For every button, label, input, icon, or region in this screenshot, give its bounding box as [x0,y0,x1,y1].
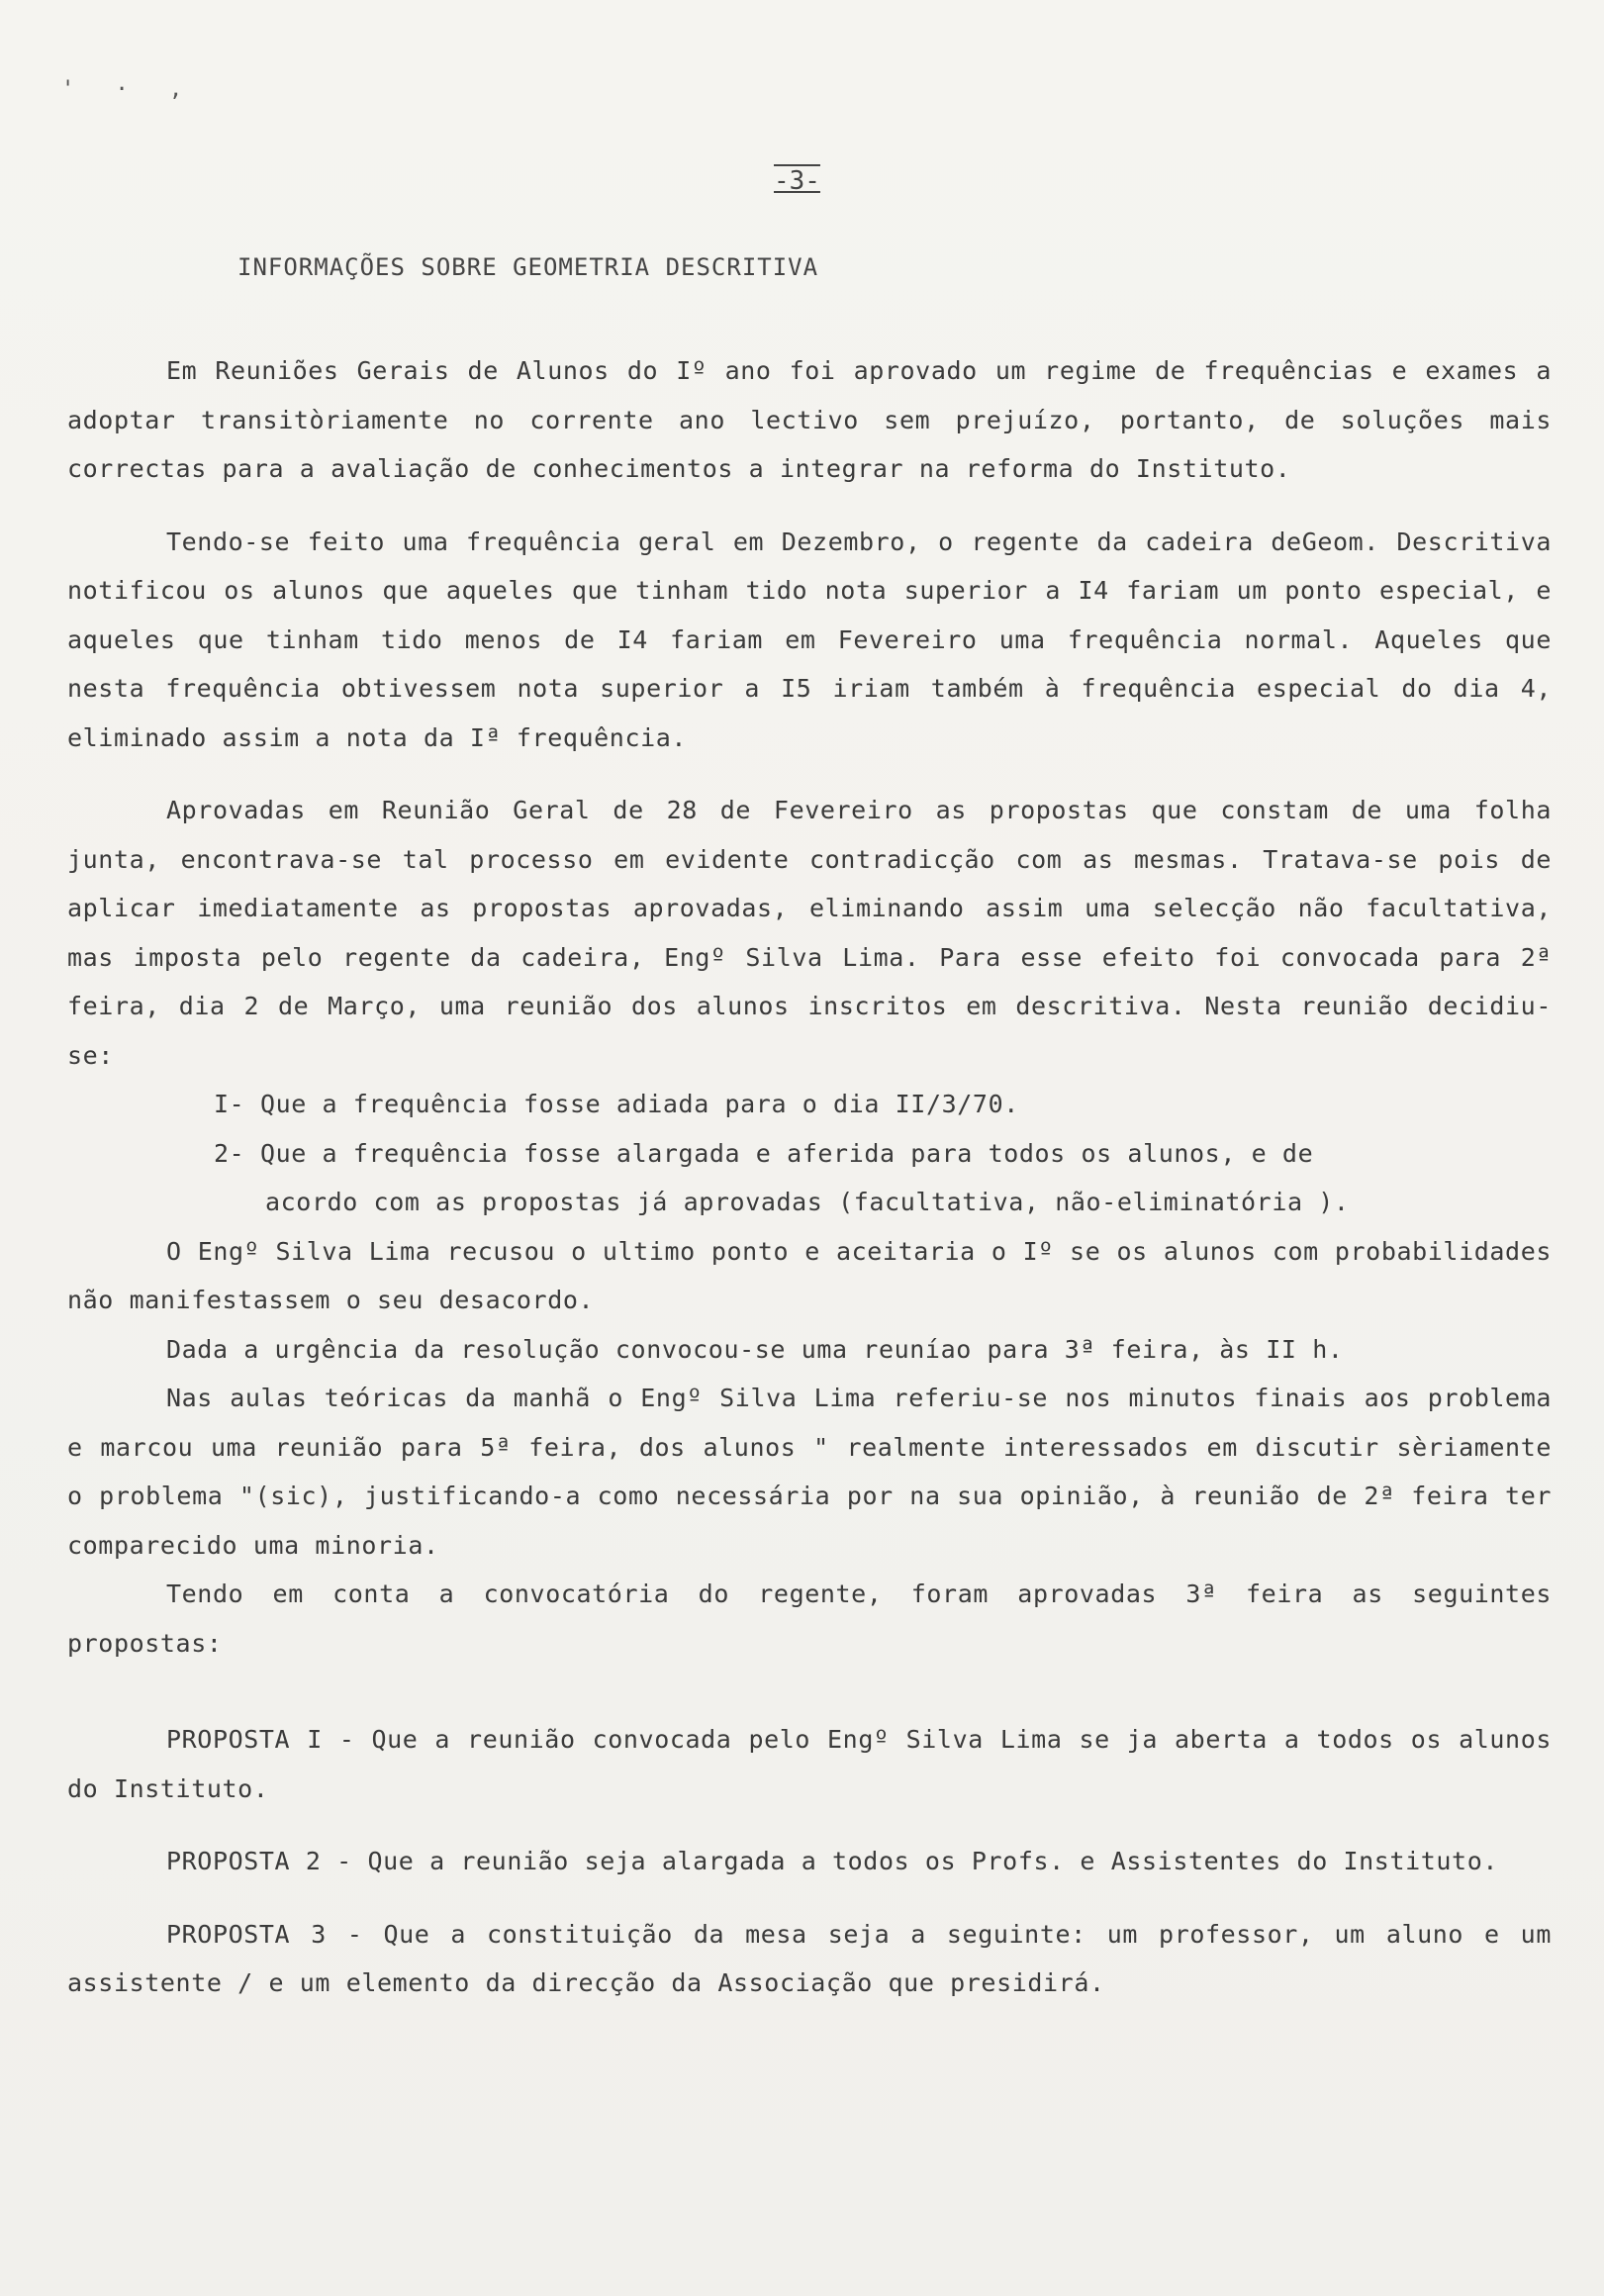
proposal-2: PROPOSTA 2 - Que a reunião seja alargada a todos os Profs. e Assistentes do Instituto. [166,1847,1499,1875]
paragraph-4: O Engº Silva Lima recusou o ultimo ponto e aceitaria o Iº se os alunos com probabilidades não manifestassem o seu desacordo. [67,1236,1552,1314]
document-heading: INFORMAÇÕES SOBRE GEOMETRIA DESCRITIVA [237,253,819,281]
list-item-1: I- Que a frequência fosse adiada para o dia II/3/70. [214,1090,1019,1118]
proposal-3: PROPOSTA 3 - Que a constituição da mesa seja a seguinte: um professor, um aluno e um assistente / e um elemento da direcção da Associação que presidirá. [67,1919,1552,1997]
paragraph-2: Tendo-se feito uma frequência geral em Dezembro, o regente da cadeira deGeom. Descritiva notificou os alunos que aqueles que tinham tido nota superior a I4 fariam um ponto especial, e aqueles que tinham tido menos de I4 fariam em Fevereiro uma frequência normal. Aqueles que nesta frequência obtivessem nota superior a I5 iriam também à frequência especial do dia 4, eliminado assim a nota da Iª frequência. [67,526,1552,752]
paragraph-1: Em Reuniões Gerais de Alunos do Iº ano foi aprovado um regime de frequências e exames a adoptar transitòriamente no corrente ano lectivo sem prejuízo, portanto, de soluções mais correctas para a avaliação de conhecimentos a integrar na reforma do Instituto. [67,356,1552,483]
paragraph-5: Dada a urgência da resolução convocou-se uma reuníao para 3ª feira, às II h. [166,1334,1344,1364]
paragraph-6: Nas aulas teóricas da manhã o Engº Silva Lima referiu-se nos minutos finais aos problema e marcou uma reunião para 5ª feira, dos alunos " realmente interessados em discutir sèriamente o problema "(sic), justificando-a como necessária por na sua opinião, à reunião de 2ª feira ter comparecido uma minoria. [67,1384,1552,1560]
list-item-2-continued: acordo com as propostas já aprovadas (facultativa, não-eliminatória ). [265,1188,1350,1216]
corner-marks: ' · , [61,77,197,102]
page-number: -3- [774,166,820,196]
proposal-1: PROPOSTA I - Que a reunião convocada pelo Engº Silva Lima se ja aberta a todos os alunos do Instituto. [67,1725,1552,1803]
paragraph-3: Aprovadas em Reunião Geral de 28 de Fevereiro as propostas que constam de uma folha junta, encontrava-se tal processo em evidente contradicção com as mesmas. Tratava-se pois de aplicar imediatamente as propostas aprovadas, eliminando assim uma selecção não facultativa, mas imposta pelo regente da cadeira, Engº Silva Lima. Para esse efeito foi convocada para 2ª feira, dia 2 de Março, uma reunião dos alunos inscritos em descritiva. Nesta reunião decidiu-se: [67,796,1552,1070]
document-body [67,346,1552,2008]
paragraph-7: Tendo em conta a convocatória do regente, foram aprovadas 3ª feira as seguintes propostas: [67,1579,1552,1658]
list-item-2: 2- Que a frequência fosse alargada e aferida para todos os alunos, e de [214,1138,1314,1168]
